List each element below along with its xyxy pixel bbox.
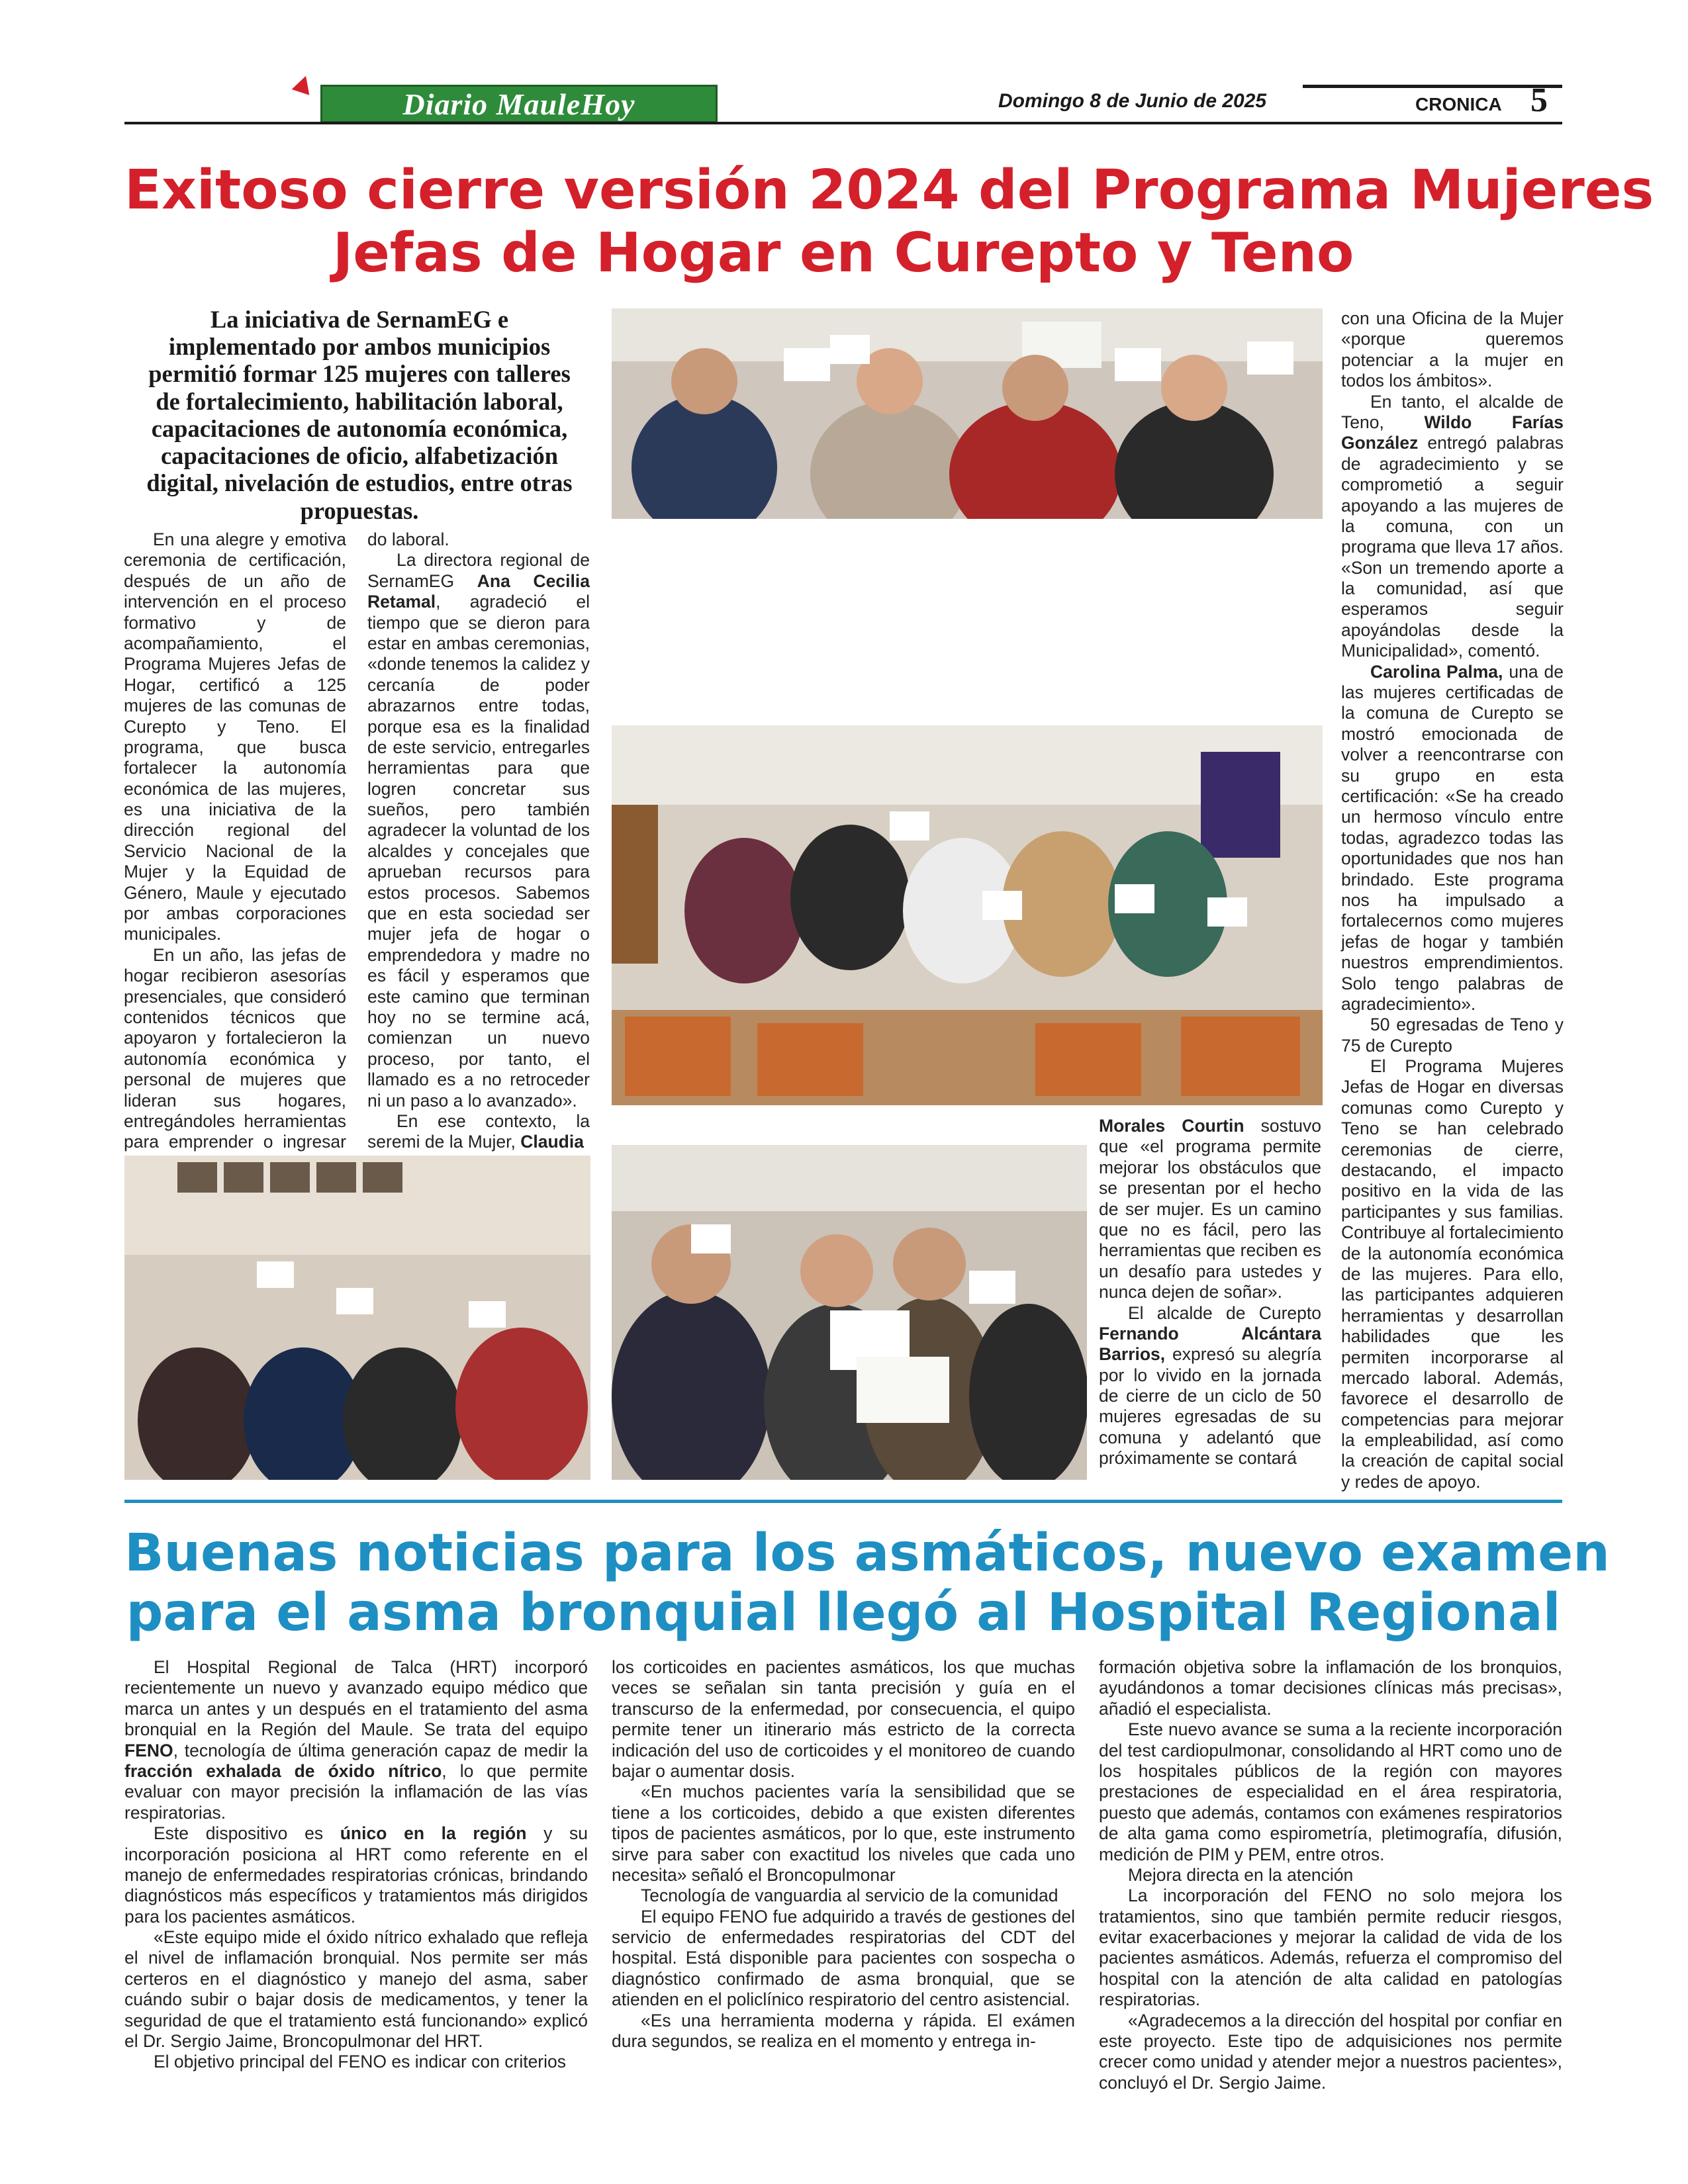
subheading: 50 egresadas de Teno y 75 de Curepto: [1341, 1015, 1564, 1056]
article1-col1: [124, 529, 346, 1173]
logo-mark-icon: [292, 73, 315, 95]
article2-col2: [612, 1657, 1075, 2052]
photo-group-certificates-3[interactable]: [124, 1156, 590, 1480]
text: La directora regional de SernamEG: [367, 550, 590, 591]
paragraph: [1099, 1303, 1321, 1469]
group-photo-icon: [612, 725, 1323, 1105]
issue-date: Domingo 8 de Junio de 2025: [998, 90, 1267, 112]
person-name: Fernando Alcántara Barrios,: [1099, 1323, 1321, 1365]
section-name: CRONICA: [1415, 94, 1502, 114]
photo-group-certificates-1[interactable]: [612, 308, 1323, 519]
paragraph: [124, 1823, 588, 1927]
page-number: 5: [1530, 81, 1548, 119]
paragraph: En una alegre y emotiva ceremonia de certificación, después de un año de intervención en el proceso formativo y de acompañamiento, el Programa Mujeres Jefas de Hogar, certificó a 125 mujeres de las comunas de Curepto y Teno. El programa, que busca fortalecer la autonomía económica de las mujeres, es una iniciativa de la dirección regional del Servicio Nacional de la Mujer y la Equidad de Género, Maule y ejecutado por ambas corporaciones municipales.: [124, 529, 346, 944]
paragraph: [367, 1111, 590, 1153]
person-name: Ana Cecilia Retamal: [367, 570, 590, 612]
paragraph: «Este equipo mide el óxido nítrico exhalado que refleja el nivel de inflamación bronquial. Nos permite ser más certeros en el diagnóstico y manejo del asma, saber cuándo subir o bajar dosis de medicamentos, y tener la seguridad de que el tratamiento está funcionando» explicó el Dr. Sergio Jaime, Broncopulmonar del HRT.: [124, 1927, 588, 2052]
text: entregó palabras de agradecimiento y se comprometió a seguir apoyando a las mujeres de la comuna, con un programa que lleva 17 años. «Son un tremendo aporte a la comunidad, así que esperamos seguir apoyándolas desde la Municipalidad», comentó.: [1341, 433, 1564, 661]
paragraph: [1341, 392, 1564, 662]
bold-text: único en la región: [340, 1823, 527, 1844]
text: sostuvo que «el programa permite mejorar los obstáculos que se presentan por el hecho de ser mujer. Es un camino que no es fácil, pero las herramientas que reciben es un desafío para ustedes y nunca dejen de soñar».: [1099, 1116, 1321, 1302]
article-divider: [124, 1500, 1562, 1503]
person-name: Wildo Farías González: [1341, 412, 1564, 453]
paragraph: con una Oficina de la Mujer «porque queremos potenciar a la mujer en todos los ámbitos».: [1341, 308, 1564, 391]
section-rule: [1303, 85, 1562, 88]
paragraph: Este nuevo avance se suma a la reciente incorporación del test cardiopulmonar, consolidando al HRT como uno de los hospitales públicos de la región con mayores prestaciones de especialidad en el área respiratoria, puesto que además, contamos con exámenes respiratorios de alta gama como espirometría, pletimografía, difusión, medición de PIM y PEM, entre otros.: [1099, 1719, 1562, 1864]
headline-line: Jefas de Hogar en Curepto y Teno: [332, 222, 1354, 285]
paragraph: [1099, 1116, 1321, 1303]
person-name: Carolina Palma,: [1370, 661, 1503, 682]
text: El Hospital Regional de Talca (HRT) incorporó recientemente un nuevo y avanzado equipo médico que marca un antes y un después en el tratamiento del asma bronquial en la Región del Maule. Se trata del equipo: [124, 1657, 588, 1740]
text: y su incorporación posiciona al HRT como referente en el manejo de enfermedades respiratorias crónicas, brindando diagnósticos más específicos y tratamientos más dirigidos para los pacientes asmáticos.: [124, 1823, 588, 1927]
masthead-rule: [124, 122, 1562, 124]
text: Este dispositivo es: [154, 1823, 340, 1844]
paragraph: [124, 1657, 588, 1823]
masthead: [124, 81, 1562, 124]
article1-col2: [367, 529, 590, 1153]
paragraph: «En muchos pacientes varía la sensibilidad que se tiene a los corticoides, debido a que existen diferentes tipos de pacientes asmáticos, por lo que, este instrumento sirve para saber con exactitud los niveles que cada uno necesita» señaló el Broncopulmonar: [612, 1782, 1075, 1885]
headline-line: Exitoso cierre versión 2024 del Programa Mujeres: [124, 159, 1654, 222]
photo-group-certificates-4[interactable]: [612, 1145, 1087, 1480]
paragraph: do laboral.: [367, 529, 449, 549]
subheading: Tecnología de vanguardia al servicio de la comunidad: [641, 1886, 1058, 1906]
article2-col1: [124, 1657, 588, 2073]
paragraph: En un año, las jefas de hogar recibieron asesorías presenciales, que consideró contenidos técnicos que apoyaron y fortalecieron la autonomía económica y personal de mujeres que lideran sus hogares, entregándoles herramientas para emprender o ingresar: [124, 944, 346, 1152]
article1-headline: [124, 159, 1654, 285]
group-photo-icon: [124, 1156, 590, 1480]
bold-text: FENO: [124, 1740, 173, 1760]
text: En tanto, el alcalde de Teno,: [1341, 391, 1564, 432]
paragraph: El Programa Mujeres Jefas de Hogar en diversas comunas como Curepto y Teno se han celebrado ceremonias de cierre, destacando, el impacto positivo en la vida de las participantes y sus familias. Contribuye al fortalecimiento de la autonomía económica de las mujeres. Para ello, las participantes adquieren herramientas y desarrollan habilidades que les permiten incorporarse al mercado laboral. Además, favorece el desarrollo de competencias para mejorar la empleabilidad, así como la creación de capital social y redes de apoyo.: [1341, 1056, 1564, 1492]
photo-group-certificates-2[interactable]: [612, 725, 1323, 1105]
text: En ese contexto, la seremi de la Mujer,: [367, 1111, 590, 1152]
bold-text: fracción exhalada de óxido nítrico: [124, 1760, 442, 1781]
paragraph: [1341, 662, 1564, 1015]
paragraph: El objetivo principal del FENO es indicar con criterios: [154, 2052, 567, 2072]
text: , lo que permite evaluar con mayor precisión la inflamación de las vías respiratorias.: [124, 1760, 588, 1823]
article2-headline: [124, 1524, 1610, 1643]
article2-col3: [1099, 1657, 1562, 2093]
article1-col4: [1341, 308, 1564, 1492]
group-photo-icon: [612, 308, 1323, 519]
headline-line: para el asma bronquial llegó al Hospital Regional: [126, 1583, 1561, 1643]
text: , tecnología de última generación capaz de medir la: [173, 1740, 588, 1760]
article1-col3: [1099, 1116, 1321, 1469]
paragraph: formación objetiva sobre la inflamación de los bronquios, ayudándonos a tomar decisiones clínicas más precisas», añadió el especialista.: [1099, 1657, 1562, 1719]
paragraph: El equipo FENO fue adquirido a través de gestiones del servicio de enfermedades respiratorias del CDT del hospital. Está disponible para pacientes con sospecha o diagnóstico confirmado de asma bronquial, que se atienden en el policlínico respiratorio del centro asistencial.: [612, 1906, 1075, 2010]
brand-name: Diario MauleHoy: [402, 87, 635, 121]
paragraph: [367, 550, 590, 1111]
text: El alcalde de Curepto: [1128, 1302, 1321, 1323]
person-name: Claudia: [520, 1132, 584, 1152]
paragraph: los corticoides en pacientes asmáticos, los que muchas veces se señalan sin tanta precisión y guía en el transcurso de la enfermedad, por consecuencia, el quipo permite tener un itinerario más estricto de la correcta indicación del uso de corticoides y el monitoreo de cuando bajar o aumentar dosis.: [612, 1657, 1075, 1781]
brand-logo[interactable]: [320, 85, 718, 123]
paragraph: «Agradecemos a la dirección del hospital por confiar en este proyecto. Este tipo de adquisiciones nos permite crecer como unidad y atender mejor a nuestros pacientes», concluyó el Dr. Sergio Jaime.: [1099, 2010, 1562, 2093]
text: , agradeció el tiempo que se dieron para estar en ambas ceremonias, «donde tenemos la calidez y cercanía de poder abrazarnos entre todas, porque esa es la finalidad de este servicio, entregarles herramientas para que logren concretar sus sueños, pero también agradecer la voluntad de los alcaldes y concejales que aprueban recursos para estos procesos. Sabemos que en esta sociedad ser mujer jefa de hogar o emprendedora y madre no es fácil y esperamos que este camino que terminan hoy no se termine acá, comienzan un nuevo proceso, por tanto, el llamado es a no retroceder ni un paso a lo avanzado».: [367, 592, 590, 1111]
headline-line: Buenas noticias para los asmáticos, nuevo examen: [124, 1524, 1610, 1583]
group-photo-icon: [612, 1145, 1087, 1480]
article1-deck: La iniciativa de SernamEG e implementado por ambos municipios permitió formar 125 mujeres con talleres de fortalecimiento, habilitación laboral, capacitaciones de autonomía económica, capacitaciones de oficio, alfabetización digital, nivelación de estudios, entre otras propuestas.: [146, 306, 573, 524]
paragraph: La incorporación del FENO no solo mejora los tratamientos, sino que también permite reducir riesgos, evitar exacerbaciones y mejorar la calidad de vida de los pacientes asmáticos. Además, refuerza el compromiso del hospital con la atención de alta calidad en patologías respiratorias.: [1099, 1886, 1562, 2010]
subheading: Mejora directa en la atención: [1128, 1864, 1354, 1885]
text: expresó su alegría por lo vivido en la jornada de cierre de un ciclo de 50 mujeres egresadas de su comuna y adelantó que próximamente se contará: [1099, 1344, 1321, 1469]
person-name: Morales Courtin: [1099, 1116, 1244, 1136]
paragraph: «Es una herramienta moderna y rápida. El exámen dura segundos, se realiza en el momento y entrega in-: [612, 2010, 1075, 2052]
text: una de las mujeres certificadas de la comuna de Curepto se mostró emocionada de volver a reencontrarse con su grupo en esta certificación: «Se ha creado un hermoso vínculo entre todas, agradezco todas las oportunidades que nos han brindado. Este programa nos ha impulsado a fortalecernos como mujeres jefas de hogar y también nuestros emprendimientos. Solo tengo palabras de agradecimiento».: [1341, 661, 1564, 1014]
